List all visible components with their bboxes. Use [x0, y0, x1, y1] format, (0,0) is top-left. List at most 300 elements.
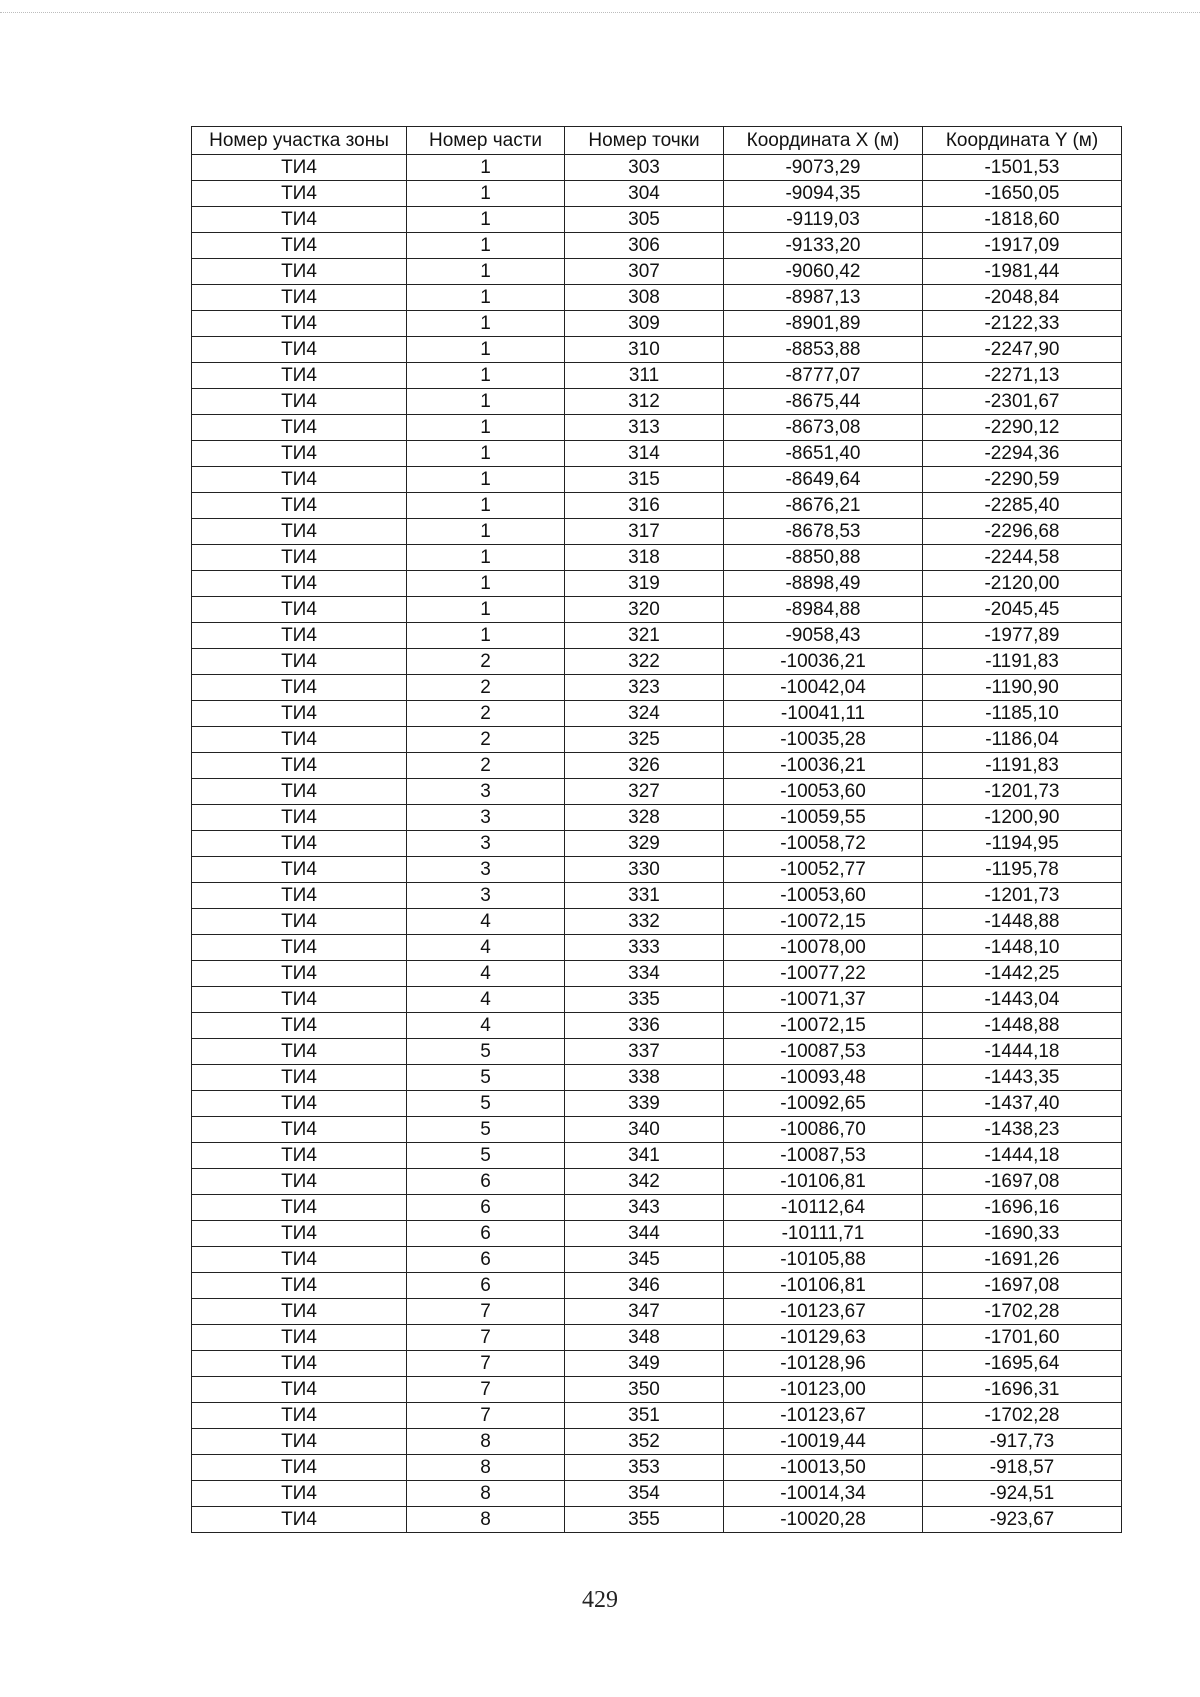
cell-part-number: 8	[407, 1429, 565, 1455]
cell-part-number: 3	[407, 883, 565, 909]
cell-coordinate-y: -1650,05	[923, 181, 1122, 207]
cell-zone-section: ТИ4	[192, 961, 407, 987]
table-row	[192, 1117, 1122, 1143]
cell-coordinate-y: -1194,95	[923, 831, 1122, 857]
cell-part-number: 8	[407, 1507, 565, 1533]
cell-coordinate-x: -9119,03	[724, 207, 923, 233]
cell-part-number: 6	[407, 1273, 565, 1299]
cell-coordinate-x: -10106,81	[724, 1169, 923, 1195]
cell-coordinate-x: -8678,53	[724, 519, 923, 545]
cell-zone-section: ТИ4	[192, 987, 407, 1013]
cell-part-number: 1	[407, 441, 565, 467]
table-row	[192, 1143, 1122, 1169]
cell-coordinate-y: -2290,59	[923, 467, 1122, 493]
cell-zone-section: ТИ4	[192, 1065, 407, 1091]
header-point-number: Номер точки	[565, 127, 724, 155]
cell-zone-section: ТИ4	[192, 1195, 407, 1221]
cell-point-number: 310	[565, 337, 724, 363]
cell-zone-section: ТИ4	[192, 883, 407, 909]
cell-zone-section: ТИ4	[192, 259, 407, 285]
table-row	[192, 649, 1122, 675]
cell-part-number: 5	[407, 1039, 565, 1065]
cell-point-number: 304	[565, 181, 724, 207]
cell-zone-section: ТИ4	[192, 363, 407, 389]
cell-point-number: 306	[565, 233, 724, 259]
cell-coordinate-x: -8777,07	[724, 363, 923, 389]
cell-point-number: 312	[565, 389, 724, 415]
cell-part-number: 7	[407, 1377, 565, 1403]
cell-zone-section: ТИ4	[192, 1117, 407, 1143]
cell-point-number: 349	[565, 1351, 724, 1377]
cell-point-number: 315	[565, 467, 724, 493]
cell-point-number: 327	[565, 779, 724, 805]
cell-zone-section: ТИ4	[192, 1455, 407, 1481]
cell-part-number: 8	[407, 1481, 565, 1507]
cell-point-number: 322	[565, 649, 724, 675]
cell-coordinate-x: -9058,43	[724, 623, 923, 649]
cell-part-number: 2	[407, 675, 565, 701]
cell-coordinate-y: -2290,12	[923, 415, 1122, 441]
cell-coordinate-x: -8649,64	[724, 467, 923, 493]
cell-point-number: 338	[565, 1065, 724, 1091]
cell-coordinate-x: -10042,04	[724, 675, 923, 701]
cell-coordinate-y: -1501,53	[923, 155, 1122, 181]
cell-coordinate-x: -8850,88	[724, 545, 923, 571]
cell-coordinate-x: -10035,28	[724, 727, 923, 753]
cell-coordinate-x: -10092,65	[724, 1091, 923, 1117]
cell-zone-section: ТИ4	[192, 1429, 407, 1455]
cell-coordinate-y: -1697,08	[923, 1169, 1122, 1195]
cell-zone-section: ТИ4	[192, 935, 407, 961]
cell-coordinate-y: -918,57	[923, 1455, 1122, 1481]
cell-part-number: 1	[407, 493, 565, 519]
table-row	[192, 1169, 1122, 1195]
cell-zone-section: ТИ4	[192, 389, 407, 415]
table-row	[192, 1351, 1122, 1377]
table-row	[192, 883, 1122, 909]
cell-coordinate-x: -8898,49	[724, 571, 923, 597]
cell-coordinate-y: -1443,35	[923, 1065, 1122, 1091]
cell-part-number: 1	[407, 363, 565, 389]
cell-coordinate-x: -10053,60	[724, 883, 923, 909]
cell-zone-section: ТИ4	[192, 285, 407, 311]
cell-part-number: 2	[407, 649, 565, 675]
cell-coordinate-y: -1448,10	[923, 935, 1122, 961]
table-row	[192, 1065, 1122, 1091]
table-row	[192, 1039, 1122, 1065]
cell-zone-section: ТИ4	[192, 415, 407, 441]
header-coordinate-x: Координата X (м)	[724, 127, 923, 155]
cell-coordinate-x: -10059,55	[724, 805, 923, 831]
table-row	[192, 857, 1122, 883]
cell-part-number: 1	[407, 155, 565, 181]
cell-coordinate-y: -923,67	[923, 1507, 1122, 1533]
cell-point-number: 342	[565, 1169, 724, 1195]
table-row	[192, 1299, 1122, 1325]
cell-coordinate-y: -1200,90	[923, 805, 1122, 831]
cell-zone-section: ТИ4	[192, 571, 407, 597]
table-row	[192, 935, 1122, 961]
cell-coordinate-y: -2045,45	[923, 597, 1122, 623]
header-part-number: Номер части	[407, 127, 565, 155]
cell-coordinate-y: -1185,10	[923, 701, 1122, 727]
cell-coordinate-y: -1201,73	[923, 779, 1122, 805]
table-row	[192, 1455, 1122, 1481]
cell-part-number: 3	[407, 857, 565, 883]
cell-zone-section: ТИ4	[192, 649, 407, 675]
cell-point-number: 344	[565, 1221, 724, 1247]
table-row	[192, 675, 1122, 701]
cell-zone-section: ТИ4	[192, 1507, 407, 1533]
cell-part-number: 2	[407, 701, 565, 727]
cell-coordinate-x: -10087,53	[724, 1143, 923, 1169]
cell-coordinate-x: -10123,00	[724, 1377, 923, 1403]
cell-coordinate-x: -10019,44	[724, 1429, 923, 1455]
cell-part-number: 3	[407, 779, 565, 805]
cell-coordinate-x: -8984,88	[724, 597, 923, 623]
cell-point-number: 334	[565, 961, 724, 987]
cell-part-number: 1	[407, 623, 565, 649]
table-row	[192, 493, 1122, 519]
cell-part-number: 1	[407, 389, 565, 415]
cell-coordinate-y: -2244,58	[923, 545, 1122, 571]
cell-point-number: 331	[565, 883, 724, 909]
cell-point-number: 335	[565, 987, 724, 1013]
cell-coordinate-x: -8673,08	[724, 415, 923, 441]
table-row	[192, 831, 1122, 857]
table-row	[192, 727, 1122, 753]
cell-zone-section: ТИ4	[192, 909, 407, 935]
cell-point-number: 328	[565, 805, 724, 831]
cell-coordinate-x: -10058,72	[724, 831, 923, 857]
cell-coordinate-x: -10077,22	[724, 961, 923, 987]
cell-part-number: 6	[407, 1247, 565, 1273]
cell-coordinate-x: -10106,81	[724, 1273, 923, 1299]
cell-part-number: 4	[407, 961, 565, 987]
cell-point-number: 333	[565, 935, 724, 961]
table-row	[192, 467, 1122, 493]
cell-point-number: 337	[565, 1039, 724, 1065]
cell-coordinate-y: -1437,40	[923, 1091, 1122, 1117]
cell-zone-section: ТИ4	[192, 727, 407, 753]
cell-coordinate-y: -1448,88	[923, 1013, 1122, 1039]
cell-coordinate-x: -10078,00	[724, 935, 923, 961]
table-row	[192, 363, 1122, 389]
cell-zone-section: ТИ4	[192, 1403, 407, 1429]
table-row	[192, 597, 1122, 623]
cell-part-number: 8	[407, 1455, 565, 1481]
cell-point-number: 348	[565, 1325, 724, 1351]
cell-zone-section: ТИ4	[192, 441, 407, 467]
cell-coordinate-y: -1444,18	[923, 1143, 1122, 1169]
table-row	[192, 1247, 1122, 1273]
cell-coordinate-x: -10093,48	[724, 1065, 923, 1091]
cell-coordinate-x: -8676,21	[724, 493, 923, 519]
cell-part-number: 2	[407, 753, 565, 779]
cell-coordinate-x: -10053,60	[724, 779, 923, 805]
cell-coordinate-y: -2301,67	[923, 389, 1122, 415]
cell-zone-section: ТИ4	[192, 805, 407, 831]
cell-coordinate-y: -2120,00	[923, 571, 1122, 597]
cell-part-number: 1	[407, 337, 565, 363]
cell-point-number: 329	[565, 831, 724, 857]
cell-zone-section: ТИ4	[192, 753, 407, 779]
cell-point-number: 339	[565, 1091, 724, 1117]
cell-point-number: 341	[565, 1143, 724, 1169]
cell-zone-section: ТИ4	[192, 597, 407, 623]
cell-coordinate-y: -2122,33	[923, 311, 1122, 337]
cell-coordinate-x: -8675,44	[724, 389, 923, 415]
cell-zone-section: ТИ4	[192, 1247, 407, 1273]
table-header-row	[192, 127, 1122, 155]
cell-zone-section: ТИ4	[192, 779, 407, 805]
cell-zone-section: ТИ4	[192, 519, 407, 545]
cell-part-number: 1	[407, 233, 565, 259]
cell-part-number: 1	[407, 259, 565, 285]
table-row	[192, 285, 1122, 311]
table-body	[192, 155, 1122, 1533]
cell-zone-section: ТИ4	[192, 701, 407, 727]
table-row	[192, 441, 1122, 467]
cell-zone-section: ТИ4	[192, 155, 407, 181]
cell-part-number: 7	[407, 1299, 565, 1325]
table-row	[192, 701, 1122, 727]
cell-part-number: 5	[407, 1065, 565, 1091]
cell-coordinate-x: -10111,71	[724, 1221, 923, 1247]
cell-coordinate-x: -8651,40	[724, 441, 923, 467]
cell-coordinate-y: -1191,83	[923, 649, 1122, 675]
table-row	[192, 233, 1122, 259]
cell-coordinate-x: -10020,28	[724, 1507, 923, 1533]
cell-point-number: 350	[565, 1377, 724, 1403]
cell-point-number: 316	[565, 493, 724, 519]
table-row	[192, 1377, 1122, 1403]
cell-zone-section: ТИ4	[192, 1325, 407, 1351]
cell-part-number: 5	[407, 1117, 565, 1143]
cell-part-number: 4	[407, 935, 565, 961]
cell-coordinate-y: -1443,04	[923, 987, 1122, 1013]
scan-edge-line	[0, 12, 1200, 13]
cell-part-number: 6	[407, 1195, 565, 1221]
cell-point-number: 351	[565, 1403, 724, 1429]
table-row	[192, 311, 1122, 337]
cell-part-number: 4	[407, 909, 565, 935]
cell-part-number: 5	[407, 1143, 565, 1169]
table-row	[192, 1481, 1122, 1507]
cell-coordinate-x: -10112,64	[724, 1195, 923, 1221]
table-row	[192, 987, 1122, 1013]
cell-zone-section: ТИ4	[192, 831, 407, 857]
cell-part-number: 1	[407, 467, 565, 493]
cell-coordinate-y: -1444,18	[923, 1039, 1122, 1065]
cell-coordinate-x: -9060,42	[724, 259, 923, 285]
table-row	[192, 571, 1122, 597]
cell-coordinate-y: -2296,68	[923, 519, 1122, 545]
cell-point-number: 309	[565, 311, 724, 337]
cell-point-number: 353	[565, 1455, 724, 1481]
cell-coordinate-x: -10105,88	[724, 1247, 923, 1273]
cell-point-number: 317	[565, 519, 724, 545]
cell-coordinate-x: -8987,13	[724, 285, 923, 311]
table-row	[192, 1507, 1122, 1533]
cell-point-number: 307	[565, 259, 724, 285]
cell-part-number: 2	[407, 727, 565, 753]
table-row	[192, 545, 1122, 571]
cell-point-number: 308	[565, 285, 724, 311]
cell-point-number: 346	[565, 1273, 724, 1299]
cell-part-number: 4	[407, 987, 565, 1013]
cell-coordinate-y: -1691,26	[923, 1247, 1122, 1273]
header-coordinate-y: Координата Y (м)	[923, 127, 1122, 155]
cell-coordinate-y: -2271,13	[923, 363, 1122, 389]
cell-zone-section: ТИ4	[192, 311, 407, 337]
table-row	[192, 207, 1122, 233]
cell-point-number: 336	[565, 1013, 724, 1039]
cell-zone-section: ТИ4	[192, 493, 407, 519]
cell-part-number: 3	[407, 805, 565, 831]
table-row	[192, 623, 1122, 649]
cell-coordinate-y: -1917,09	[923, 233, 1122, 259]
cell-coordinate-y: -924,51	[923, 1481, 1122, 1507]
table-row	[192, 337, 1122, 363]
cell-zone-section: ТИ4	[192, 1351, 407, 1377]
cell-coordinate-y: -2285,40	[923, 493, 1122, 519]
cell-coordinate-y: -1695,64	[923, 1351, 1122, 1377]
table-row	[192, 1091, 1122, 1117]
coordinates-table	[191, 126, 1122, 1533]
page-number: 429	[582, 1587, 618, 1613]
cell-coordinate-x: -10071,37	[724, 987, 923, 1013]
cell-point-number: 345	[565, 1247, 724, 1273]
cell-coordinate-y: -1977,89	[923, 623, 1122, 649]
cell-point-number: 319	[565, 571, 724, 597]
cell-coordinate-y: -1981,44	[923, 259, 1122, 285]
cell-zone-section: ТИ4	[192, 233, 407, 259]
cell-point-number: 340	[565, 1117, 724, 1143]
cell-part-number: 7	[407, 1403, 565, 1429]
cell-coordinate-y: -1702,28	[923, 1299, 1122, 1325]
cell-coordinate-x: -9094,35	[724, 181, 923, 207]
cell-zone-section: ТИ4	[192, 337, 407, 363]
cell-coordinate-x: -10123,67	[724, 1403, 923, 1429]
cell-part-number: 1	[407, 519, 565, 545]
cell-point-number: 347	[565, 1299, 724, 1325]
cell-coordinate-x: -10013,50	[724, 1455, 923, 1481]
table-row	[192, 259, 1122, 285]
table-row	[192, 1195, 1122, 1221]
cell-point-number: 343	[565, 1195, 724, 1221]
cell-point-number: 321	[565, 623, 724, 649]
cell-coordinate-y: -1438,23	[923, 1117, 1122, 1143]
cell-coordinate-y: -1696,31	[923, 1377, 1122, 1403]
table-row	[192, 389, 1122, 415]
table-row	[192, 415, 1122, 441]
cell-coordinate-y: -2048,84	[923, 285, 1122, 311]
cell-coordinate-y: -1448,88	[923, 909, 1122, 935]
cell-part-number: 1	[407, 415, 565, 441]
cell-zone-section: ТИ4	[192, 1221, 407, 1247]
cell-point-number: 354	[565, 1481, 724, 1507]
table-row	[192, 909, 1122, 935]
cell-coordinate-y: -1701,60	[923, 1325, 1122, 1351]
cell-point-number: 324	[565, 701, 724, 727]
cell-point-number: 323	[565, 675, 724, 701]
cell-zone-section: ТИ4	[192, 675, 407, 701]
cell-point-number: 318	[565, 545, 724, 571]
cell-part-number: 4	[407, 1013, 565, 1039]
cell-part-number: 6	[407, 1221, 565, 1247]
cell-coordinate-y: -1696,16	[923, 1195, 1122, 1221]
cell-coordinate-y: -1195,78	[923, 857, 1122, 883]
cell-zone-section: ТИ4	[192, 467, 407, 493]
cell-coordinate-x: -10129,63	[724, 1325, 923, 1351]
table-row	[192, 1221, 1122, 1247]
cell-point-number: 311	[565, 363, 724, 389]
cell-coordinate-x: -10036,21	[724, 649, 923, 675]
cell-coordinate-y: -1702,28	[923, 1403, 1122, 1429]
cell-coordinate-x: -10052,77	[724, 857, 923, 883]
cell-coordinate-x: -10123,67	[724, 1299, 923, 1325]
cell-part-number: 1	[407, 285, 565, 311]
header-zone-section: Номер участка зоны	[192, 127, 407, 155]
table-row	[192, 961, 1122, 987]
cell-zone-section: ТИ4	[192, 1039, 407, 1065]
cell-zone-section: ТИ4	[192, 1169, 407, 1195]
table-row	[192, 1013, 1122, 1039]
cell-coordinate-y: -1697,08	[923, 1273, 1122, 1299]
cell-coordinate-x: -10036,21	[724, 753, 923, 779]
cell-coordinate-y: -1818,60	[923, 207, 1122, 233]
cell-coordinate-x: -10041,11	[724, 701, 923, 727]
cell-zone-section: ТИ4	[192, 1377, 407, 1403]
cell-part-number: 6	[407, 1169, 565, 1195]
table-row	[192, 779, 1122, 805]
cell-part-number: 1	[407, 207, 565, 233]
cell-coordinate-x: -10087,53	[724, 1039, 923, 1065]
cell-coordinate-y: -2294,36	[923, 441, 1122, 467]
cell-part-number: 1	[407, 545, 565, 571]
cell-point-number: 320	[565, 597, 724, 623]
cell-part-number: 7	[407, 1325, 565, 1351]
table-row	[192, 1429, 1122, 1455]
table-row	[192, 519, 1122, 545]
table-row	[192, 1403, 1122, 1429]
cell-point-number: 352	[565, 1429, 724, 1455]
cell-point-number: 330	[565, 857, 724, 883]
cell-part-number: 3	[407, 831, 565, 857]
cell-coordinate-x: -9073,29	[724, 155, 923, 181]
cell-zone-section: ТИ4	[192, 1481, 407, 1507]
cell-part-number: 1	[407, 181, 565, 207]
cell-point-number: 325	[565, 727, 724, 753]
cell-zone-section: ТИ4	[192, 545, 407, 571]
table-row	[192, 753, 1122, 779]
cell-coordinate-y: -1201,73	[923, 883, 1122, 909]
cell-zone-section: ТИ4	[192, 1013, 407, 1039]
cell-zone-section: ТИ4	[192, 1091, 407, 1117]
cell-point-number: 303	[565, 155, 724, 181]
cell-point-number: 305	[565, 207, 724, 233]
cell-coordinate-y: -917,73	[923, 1429, 1122, 1455]
cell-zone-section: ТИ4	[192, 181, 407, 207]
table-row	[192, 155, 1122, 181]
cell-point-number: 313	[565, 415, 724, 441]
cell-point-number: 355	[565, 1507, 724, 1533]
cell-point-number: 332	[565, 909, 724, 935]
cell-zone-section: ТИ4	[192, 1299, 407, 1325]
cell-zone-section: ТИ4	[192, 1143, 407, 1169]
cell-part-number: 1	[407, 597, 565, 623]
